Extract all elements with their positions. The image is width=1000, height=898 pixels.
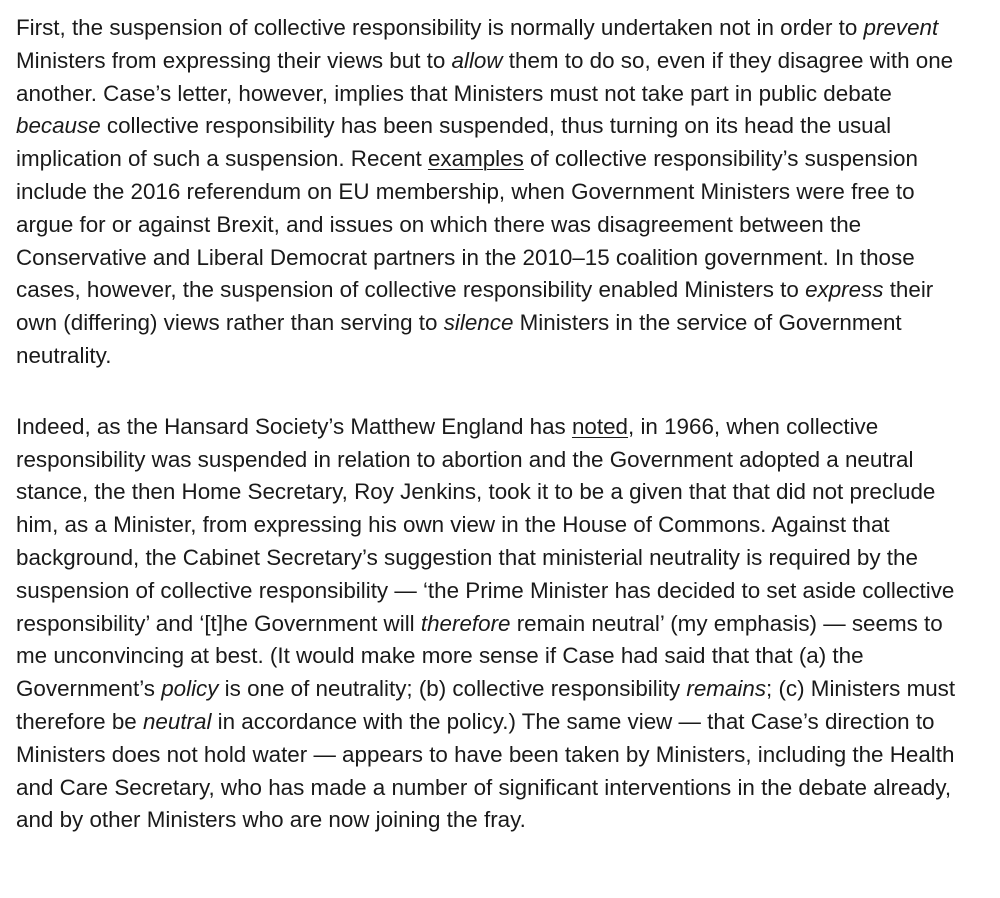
emphasized-text: therefore <box>420 610 511 636</box>
emphasized-text: express <box>805 277 884 303</box>
paragraph <box>16 411 972 837</box>
examples-link[interactable]: examples <box>427 146 524 172</box>
paragraph <box>16 12 972 373</box>
text-run: Indeed, as the Hansard Society’s Matthew England has <box>16 413 572 439</box>
text-run: collective responsibility has been suspended, thus turning on its head the usual implication of such a suspension. Recent <box>16 113 892 172</box>
emphasized-text: prevent <box>863 15 939 40</box>
text-run: in accordance with the policy.) The same view — that Case’s direction to Ministers does not hold water — appears to have been taken by Ministers, including the Health and Care Secretary, who has made a number of significant interventions in the debate already, and by other Ministers who are now joining the fray. <box>16 708 955 833</box>
text-run: Ministers from expressing their views but to <box>16 47 452 73</box>
noted-link[interactable]: noted <box>571 413 629 439</box>
text-run: Ministers in the service of Government neutrality. <box>16 310 902 368</box>
text-run: is one of neutrality; (b) collective responsibility <box>218 676 687 702</box>
emphasized-text: silence <box>443 310 514 336</box>
emphasized-text: remains <box>686 676 767 702</box>
text-run: their own (differing) views rather than serving to <box>16 277 934 336</box>
text-run: of collective responsibility’s suspension include the 2016 referendum on EU membership, when Government Ministers were free to argue for or against Brexit, and issues on which there was disagreement between the Conservative and Liberal Democrat partners in the 2010–15 coalition government. In those cases, however, the suspension of collective responsibility enabled Ministers to <box>16 146 918 303</box>
text-run: , in 1966, when collective responsibility was suspended in relation to abortion and the Government adopted a neutral stance, the then Home Secretary, Roy Jenkins, took it to be a given that that did not preclude him, as a Minister, from expressing his own view in the House of Commons. Against that background, the Cabinet Secretary’s suggestion that ministerial neutrality is required by the suspension of collective responsibility — ‘the Prime Minister has decided to set aside collective responsibility’ and ‘[t]he Government will <box>16 413 955 636</box>
emphasized-text: allow <box>451 47 503 73</box>
text-run: them to do so, even if they disagree with one another. Case’s letter, however, implies that Ministers must not take part in public debate <box>16 47 954 106</box>
text-run: ; (c) Ministers must therefore be <box>16 676 956 734</box>
text-run: remain neutral’ (my emphasis) — seems to me unconvincing at best. (It would make more sense if Case had said that that (a) the Government’s <box>16 610 943 702</box>
emphasized-text: because <box>16 113 101 139</box>
text-run: First, the suspension of collective responsibility is normally undertaken not in order to <box>16 15 864 40</box>
emphasized-text: neutral <box>142 708 212 734</box>
emphasized-text: policy <box>161 676 219 702</box>
